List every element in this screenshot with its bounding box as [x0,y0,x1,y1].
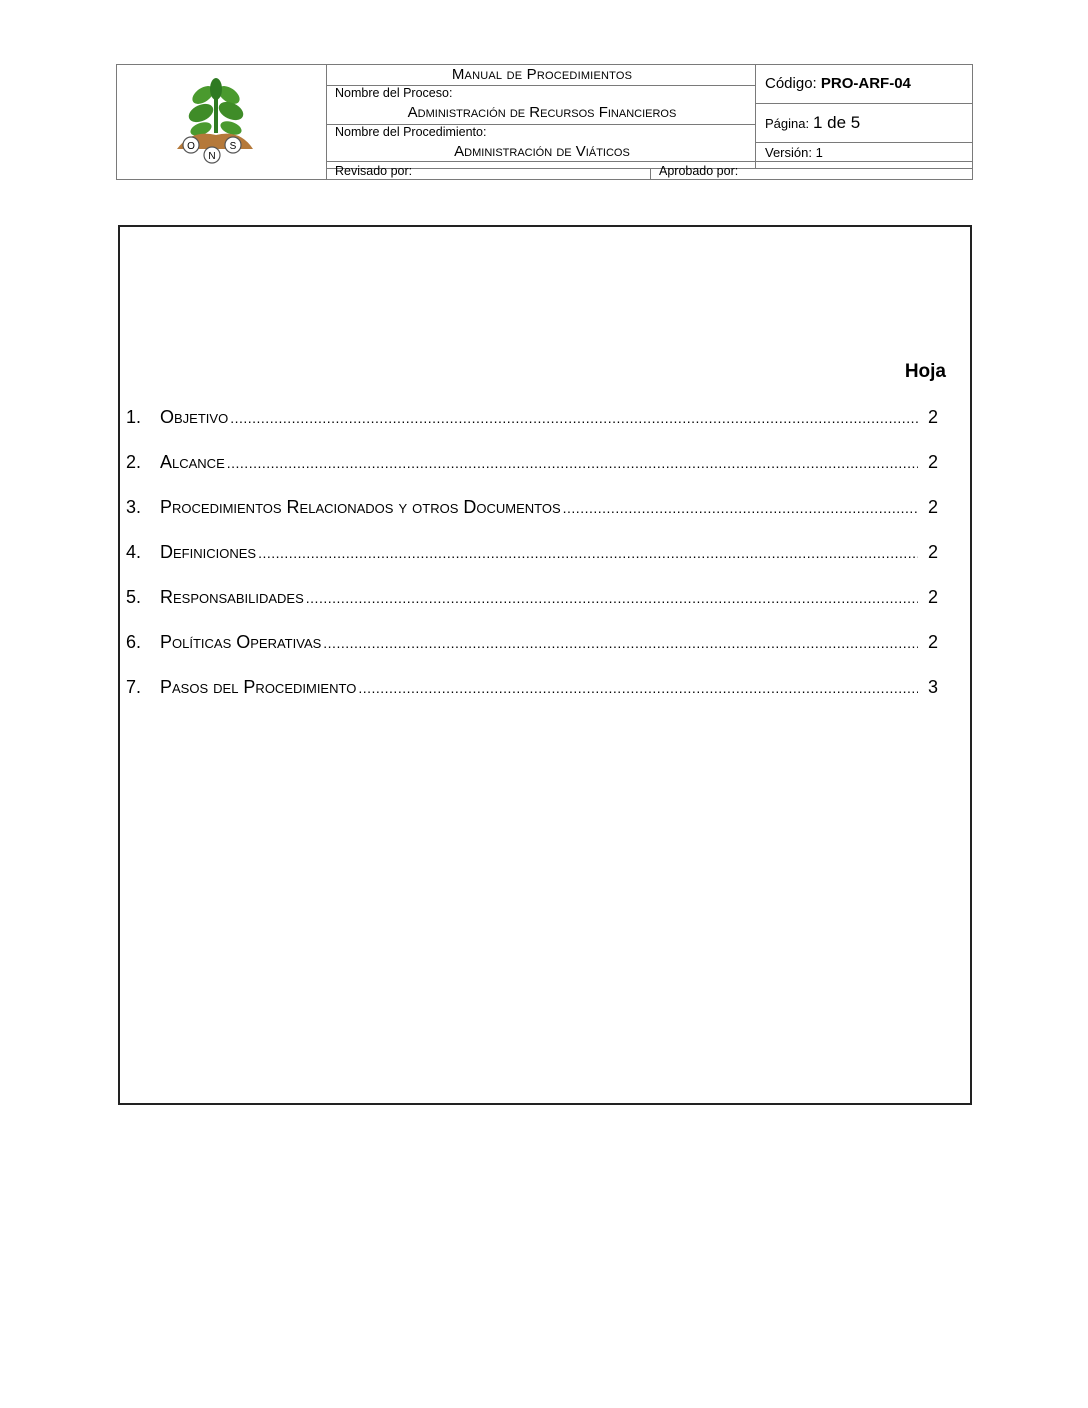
page-label: Página: [765,116,810,131]
toc-item-number: 5. [126,587,142,607]
toc-item-definiciones [126,542,938,587]
toc-item-page: 2 [927,452,938,472]
page-value: 1 de 5 [812,113,861,132]
toc-dot-leader [306,587,918,608]
toc-item-number: 2. [126,452,142,472]
reviewed-by-label: Revisado por: [335,164,413,178]
document-header [116,64,973,180]
toc-dot-leader [563,497,918,518]
logo-letter-n: N [208,151,216,162]
toc-dot-leader [227,452,918,473]
toc-dot-leader [323,632,918,653]
process-label: Nombre del Proceso: [335,86,453,100]
approved-by-label: Aprobado por: [659,164,739,178]
toc-item-title: Definiciones [160,542,257,562]
plant-logo-icon [117,65,327,179]
toc-item-title: Pasos del Procedimiento [160,677,357,697]
toc-item-page: 2 [927,497,938,517]
toc-item-title: Procedimientos Relacionados y otros Documentos [160,497,561,517]
toc-item-title: Objetivo [160,407,229,427]
toc-item-number: 1. [126,407,142,427]
toc-item-procedimientos-relacionados [126,497,938,542]
procedure-label: Nombre del Procedimiento: [335,125,487,139]
logo-letter-s: S [229,141,237,152]
code-value: PRO-ARF-04 [820,75,911,92]
toc-item-title: Alcance [160,452,225,472]
code-label: Código: [765,75,817,92]
document-code [765,75,911,92]
toc-item-number: 3. [126,497,142,517]
toc-item-number: 6. [126,632,142,652]
toc-item-page: 2 [927,407,938,427]
table-of-contents [118,225,972,1105]
procedure-name: Administración de Viáticos [454,143,630,160]
process-name: Administración de Recursos Financieros [407,104,677,121]
toc-item-number: 7. [126,677,142,697]
toc-item-title: Políticas Operativas [160,632,322,652]
toc-item-number: 4. [126,542,142,562]
toc-item-alcance [126,452,938,497]
toc-item-title: Responsabilidades [160,587,304,607]
version-label: Versión: 1 [765,145,823,160]
toc-item-page: 3 [927,677,938,697]
toc-dot-leader [230,407,918,428]
page-column-label: Hoja [904,361,946,382]
toc-item-responsabilidades [126,587,938,632]
toc-item-page: 2 [927,587,938,607]
toc-dot-leader [258,542,918,563]
toc-list [126,407,938,722]
page-indicator [765,113,860,133]
toc-item-politicas-operativas [126,632,938,677]
toc-dot-leader [358,677,918,698]
toc-item-page: 2 [927,542,938,562]
manual-title: Manual de Procedimientos [451,66,633,83]
logo-letter-o: O [187,141,195,152]
toc-item-pasos-del-procedimiento [126,677,938,722]
organization-logo [117,65,327,179]
toc-item-objetivo [126,407,938,452]
toc-item-page: 2 [927,632,938,652]
